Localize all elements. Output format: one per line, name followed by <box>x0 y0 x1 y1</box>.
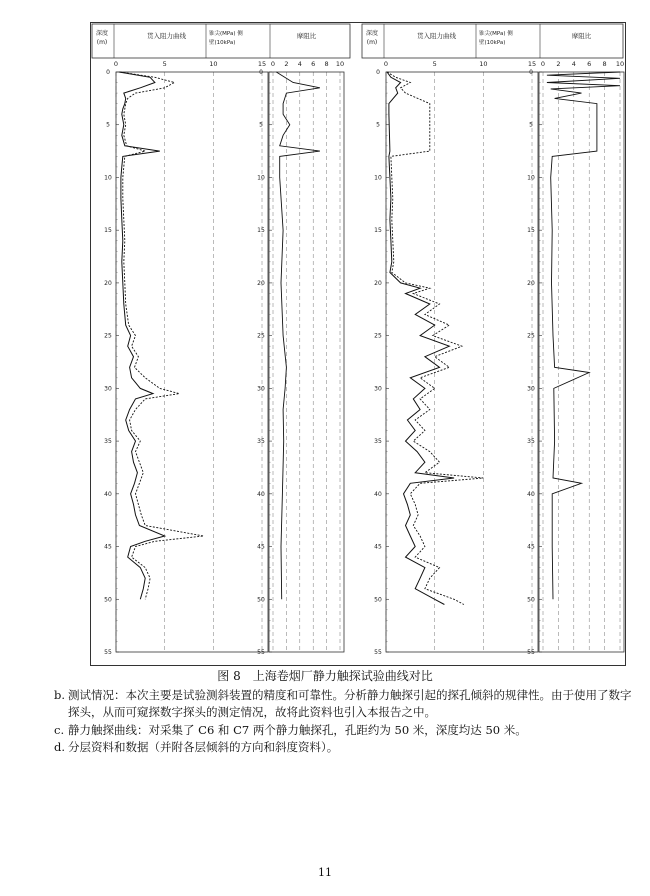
tip-header-unit: 壁(10kPa) <box>479 40 506 46</box>
resistance-tick-label: 15 <box>257 60 267 68</box>
depth-tick-label: 55 <box>104 649 112 656</box>
depth-tick-label: 25 <box>374 332 382 340</box>
depth-tick-label: 50 <box>374 596 382 604</box>
friction-tick-label: 0 <box>270 60 276 68</box>
figure <box>90 22 626 667</box>
depth-tick-label: 55 <box>374 649 382 656</box>
depth-tick-label: 5 <box>376 121 380 129</box>
resistance-plot-box <box>386 72 538 652</box>
friction-tick-label: 10 <box>335 60 345 68</box>
depth-tick-label: 20 <box>104 279 112 287</box>
depth-tick-label: 5 <box>529 121 533 129</box>
depth-tick-label: 5 <box>259 121 263 129</box>
depth-tick-label: 40 <box>374 490 382 498</box>
depth-tick-label: 20 <box>257 279 265 287</box>
depth-tick-label: 30 <box>257 385 265 393</box>
depth-tick-label: 15 <box>527 227 535 235</box>
resistance-tick-label: 10 <box>479 60 488 68</box>
paragraph-d <box>54 739 634 756</box>
depth-tick-label: 15 <box>374 227 382 235</box>
friction-header: 摩阻比 <box>296 32 317 40</box>
resistance-header: 贯入阻力曲线 <box>147 32 186 40</box>
depth-tick-label: 25 <box>104 332 112 340</box>
paragraph-c <box>54 722 634 739</box>
label-d: d. <box>54 740 66 754</box>
depth-header-unit: (m) <box>96 39 108 46</box>
friction-tick-label: 8 <box>324 60 329 68</box>
resistance-header: 贯入阻力曲线 <box>417 32 456 40</box>
paragraph-b <box>54 687 634 721</box>
figure-frame <box>91 23 626 666</box>
depth-tick-label: 10 <box>257 174 265 182</box>
friction-tick-label: 2 <box>556 60 561 68</box>
depth-header-unit: (m) <box>366 39 378 46</box>
depth-tick-label: 50 <box>104 596 112 604</box>
label-b: b. <box>54 688 66 702</box>
depth-tick-label: 15 <box>257 227 265 235</box>
tip-resistance-curve <box>119 72 165 599</box>
page-number: 11 <box>318 866 332 879</box>
depth-tick-label: 50 <box>257 596 265 604</box>
friction-tick-label: 8 <box>602 60 607 68</box>
depth-tick-label: 0 <box>259 69 263 76</box>
depth-tick-label: 35 <box>527 438 535 446</box>
friction-ratio-curve <box>547 72 620 599</box>
friction-tick-label: 10 <box>615 60 625 68</box>
depth-tick-label: 10 <box>104 174 112 182</box>
resistance-tick-label: 10 <box>209 60 218 68</box>
friction-tick-label: 6 <box>311 60 316 68</box>
tip-header-unit: 壁(10kPa) <box>209 40 236 46</box>
tip-resistance-curve <box>387 72 454 605</box>
friction-tick-label: 2 <box>284 60 289 68</box>
depth-tick-label: 35 <box>257 438 265 446</box>
cpt-comparison-chart <box>90 22 626 667</box>
depth-tick-label: 45 <box>104 543 112 551</box>
resistance-tick-label: 0 <box>113 60 119 68</box>
friction-tick-label: 0 <box>540 60 546 68</box>
label-c: c. <box>54 723 65 737</box>
depth-header: 深度 <box>95 30 109 37</box>
depth-tick-label: 35 <box>374 438 382 446</box>
depth-tick-label: 20 <box>527 279 535 287</box>
depth-tick-label: 40 <box>257 490 265 498</box>
depth-tick-label: 45 <box>374 543 382 551</box>
depth-tick-label: 50 <box>527 596 535 604</box>
depth-tick-label: 55 <box>527 649 535 656</box>
tip-header: 锥尖(MPa) 侧 <box>479 31 513 37</box>
side-resistance-curve <box>387 72 483 605</box>
resistance-tick-label: 5 <box>162 60 167 68</box>
depth-tick-label: 30 <box>527 385 535 393</box>
depth-tick-label: 20 <box>374 279 382 287</box>
depth-tick-label: 0 <box>376 69 380 76</box>
depth-tick-label: 15 <box>104 227 112 235</box>
resistance-tick-label: 15 <box>527 60 537 68</box>
side-resistance-curve <box>120 72 204 599</box>
depth-tick-label: 25 <box>257 332 265 340</box>
depth-tick-label: 35 <box>104 438 112 446</box>
depth-tick-label: 45 <box>527 543 535 551</box>
resistance-tick-label: 5 <box>432 60 437 68</box>
depth-tick-label: 10 <box>374 174 382 182</box>
friction-tick-label: 6 <box>587 60 592 68</box>
resistance-plot-box <box>116 72 268 652</box>
depth-tick-label: 45 <box>257 543 265 551</box>
depth-tick-label: 25 <box>527 332 535 340</box>
friction-header: 摩阻比 <box>571 32 592 40</box>
friction-tick-label: 4 <box>297 60 302 68</box>
depth-tick-label: 40 <box>527 490 535 498</box>
depth-tick-label: 40 <box>104 490 112 498</box>
tip-header: 锥尖(MPa) 侧 <box>209 31 243 37</box>
depth-tick-label: 55 <box>257 649 265 656</box>
friction-tick-label: 4 <box>571 60 576 68</box>
depth-tick-label: 30 <box>104 385 112 393</box>
resistance-tick-label: 0 <box>383 60 389 68</box>
depth-header: 深度 <box>365 30 379 37</box>
depth-tick-label: 30 <box>374 385 382 393</box>
depth-tick-label: 10 <box>527 174 535 182</box>
text-b: 测试情况：本次主要是试验测斜装置的精度和可靠性。分析静力触探引起的探孔倾斜的规律性。由于使用了数字探头，从而可窥探数字探头的测定情况，故将此资料也引入本报告之中。 <box>68 688 632 719</box>
friction-plot-box <box>269 72 344 652</box>
depth-tick-label: 0 <box>106 69 110 76</box>
text-d: 分层资料和数据（并附各层倾斜的方向和斜度资料）。 <box>68 740 339 754</box>
figure-caption: 图 8 上海卷烟厂静力触探试验曲线对比 <box>217 669 433 683</box>
depth-tick-label: 5 <box>106 121 110 129</box>
text-c: 静力触探曲线：对采集了 C6 和 C7 两个静力触探孔，孔距约为 50 米，深度均达 50 米。 <box>68 723 527 737</box>
depth-tick-label: 0 <box>529 69 533 76</box>
